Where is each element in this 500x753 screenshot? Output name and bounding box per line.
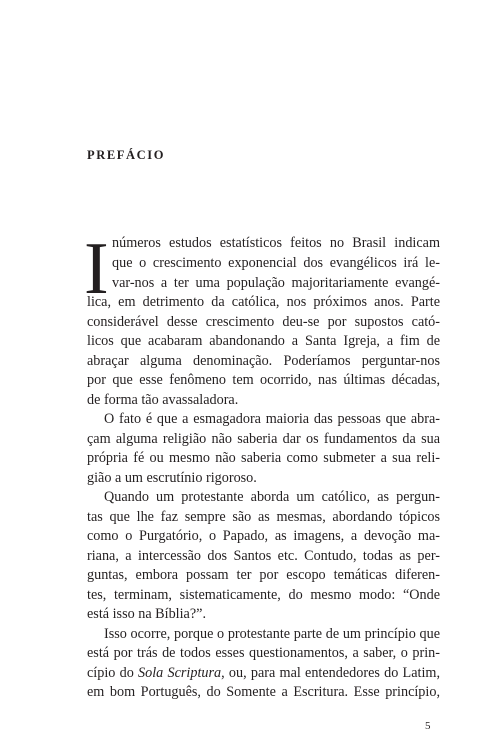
text-line: tas que lhe faz sempre são as mesmas, abordando tópicos: [87, 509, 440, 525]
text-line: números estudos estatísticos feitos no Brasil indicam: [112, 235, 440, 251]
text-segment: , ou, para mal entendedores do Latim,: [221, 665, 440, 681]
text-line: Quando um protestante aborda um católico, as pergun-: [104, 489, 440, 505]
text-line: abraçar alguma denominação. Poderíamos perguntar-nos: [87, 353, 440, 369]
text-segment: cípio do: [87, 665, 139, 681]
chapter-heading: PREFÁCIO: [87, 148, 166, 162]
text-line: de forma tão avassaladora.: [87, 392, 239, 408]
text-line: que o crescimento exponencial dos evangélicos irá le-: [112, 255, 440, 271]
text-line: considerável desse crescimento deu-se por supostos cató-: [87, 314, 440, 330]
text-line: licos que acabaram abandonando a Santa Igreja, a fim de: [87, 333, 440, 349]
text-line: Isso ocorre, porque o protestante parte de um princípio que: [104, 626, 440, 642]
text-line: O fato é que a esmagadora maioria das pessoas que abra-: [104, 411, 440, 427]
text-line: lica, em detrimento da católica, nos próximos anos. Parte: [87, 294, 440, 310]
text-line: está isso na Bíblia?”.: [87, 606, 206, 622]
text-line: como o Purgatório, o Papado, as imagens, a devoção ma-: [87, 528, 440, 544]
page-number: 5: [425, 720, 431, 732]
text-line: guntas, embora possam ter por escopo temáticas diferen-: [87, 567, 440, 583]
text-line: por que esse fenômeno tem ocorrido, nas últimas décadas,: [87, 372, 440, 388]
text-line: própria fé ou mesmo não saberia como submeter a sua reli-: [87, 450, 440, 466]
text-line: em bom Português, do Somente a Escritura. Esse princípio,: [87, 684, 440, 700]
text-line: riana, a intercessão dos Santos etc. Contudo, todas as per-: [87, 548, 440, 564]
drop-cap-letter: I: [84, 228, 109, 310]
text-line: var-nos a ter uma população majoritariamente evangé-: [112, 275, 440, 291]
text-line: [87, 664, 440, 683]
text-line: çam alguma religião não saberia dar os fundamentos da sua: [87, 431, 440, 447]
italic-term: Sola Scriptura: [138, 665, 222, 681]
text-line: gião a um escrutínio rigoroso.: [87, 470, 257, 486]
text-line: está por trás de todos esses questionamentos, a saber, o prin-: [87, 645, 440, 661]
text-line: tes, terminam, sistematicamente, do mesmo modo: “Onde: [87, 587, 440, 603]
